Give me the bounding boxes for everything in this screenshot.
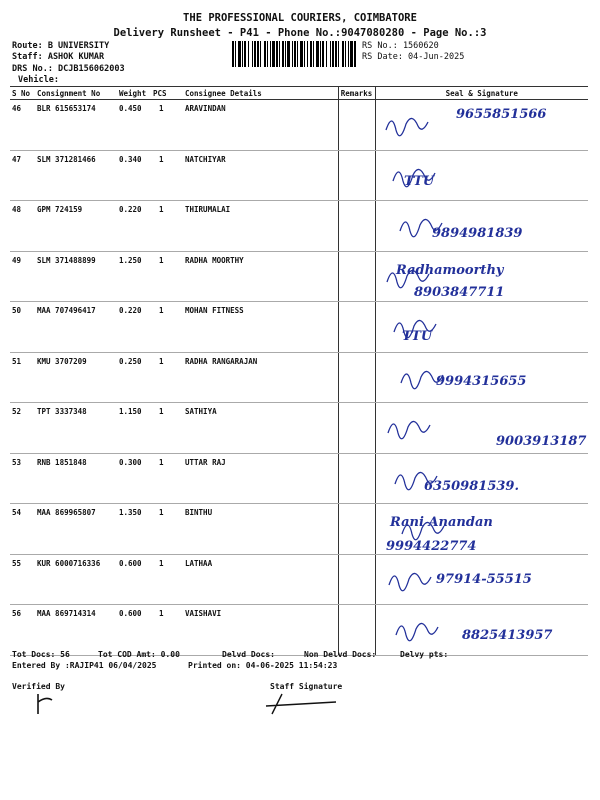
- row-remarks: [338, 453, 375, 504]
- row-remarks: [338, 302, 375, 353]
- staff-label: Staff: ASHOK KUMAR: [12, 52, 105, 62]
- row-consignment-no: SLM 371488899: [35, 251, 117, 302]
- barcode-bar: [232, 41, 234, 67]
- barcode-bar: [332, 41, 334, 67]
- row-consignee: UTTAR RAJ: [183, 453, 338, 504]
- row-pcs: 1: [151, 150, 183, 201]
- row-signature: [375, 605, 588, 656]
- signature-scribble: [389, 573, 431, 590]
- verified-by-signature: [30, 690, 70, 720]
- barcode-bar: [322, 41, 324, 67]
- row-remarks: [338, 605, 375, 656]
- tot-docs: Tot Docs: 56: [12, 650, 70, 659]
- row-weight: 0.250: [117, 352, 151, 403]
- barcode-bar: [287, 41, 290, 67]
- tot-cod-amt: Tot COD Amt: 0.00: [98, 650, 180, 659]
- barcode-bar: [350, 41, 353, 67]
- table-row: [10, 554, 588, 605]
- row-sno: 56: [10, 605, 35, 656]
- handwritten-signature: [376, 504, 586, 554]
- row-sno: 50: [10, 302, 35, 353]
- row-remarks: [338, 352, 375, 403]
- row-sno: 47: [10, 150, 35, 201]
- row-sno: 53: [10, 453, 35, 504]
- barcode-bar: [310, 41, 312, 67]
- row-sno: 51: [10, 352, 35, 403]
- row-signature: [375, 403, 588, 454]
- verified-by-label: Verified By: [12, 682, 65, 691]
- signature-phone: 9894981839: [431, 226, 522, 241]
- delvy-pts: Delvy pts:: [400, 650, 449, 659]
- barcode-bar: [292, 41, 293, 67]
- barcode-bar: [276, 41, 278, 67]
- entered-by: Entered By :RAJIP41 06/04/2025: [12, 661, 157, 670]
- barcode-bar: [342, 41, 344, 67]
- barcode-bar: [248, 41, 249, 67]
- table-row: [10, 403, 588, 454]
- row-pcs: 1: [151, 554, 183, 605]
- row-signature: [375, 453, 588, 504]
- barcode-bar: [257, 41, 259, 67]
- row-sno: 55: [10, 554, 35, 605]
- barcode-bar: [307, 41, 308, 67]
- row-remarks: [338, 554, 375, 605]
- row-consignment-no: MAA 869714314: [35, 605, 117, 656]
- barcode-bar: [335, 41, 337, 67]
- row-consignment-no: KUR 6000716336: [35, 554, 117, 605]
- handwritten-signature: [376, 403, 586, 453]
- barcode-bar: [348, 41, 349, 67]
- vehicle-label: Vehicle:: [18, 75, 59, 85]
- barcode-bar: [260, 41, 261, 67]
- signature-phone: 9994315655: [435, 373, 526, 389]
- row-consignment-no: RNB 1851848: [35, 453, 117, 504]
- signature-scribble: [386, 118, 428, 135]
- row-signature: [375, 352, 588, 403]
- handwritten-signature: [376, 151, 586, 201]
- row-sno: 52: [10, 403, 35, 454]
- row-weight: 0.450: [117, 100, 151, 151]
- runsheet-table: [10, 86, 588, 656]
- row-weight: 1.350: [117, 504, 151, 555]
- row-signature: [375, 251, 588, 302]
- delvd-docs: Delvd Docs:: [222, 650, 275, 659]
- runsheet-subtitle: Delivery Runsheet - P41 - Phone No.:9047080280 - Page No.:3: [113, 27, 487, 39]
- signature-phone: 9655851566: [455, 107, 546, 122]
- col-weight: Weight: [117, 87, 151, 100]
- row-signature: [375, 150, 588, 201]
- table-row: [10, 251, 588, 302]
- row-pcs: 1: [151, 403, 183, 454]
- rs-date: RS Date: 04-Jun-2025: [362, 52, 465, 62]
- row-sno: 46: [10, 100, 35, 151]
- table-row: [10, 150, 588, 201]
- barcode-bar: [242, 41, 243, 67]
- handwritten-signature: [376, 454, 586, 504]
- signature-phone-2: 9994422774: [385, 539, 476, 554]
- col-pcs: PCS: [151, 87, 183, 100]
- row-consignment-no: SLM 371281466: [35, 150, 117, 201]
- row-consignee: RADHA RANGARAJAN: [183, 352, 338, 403]
- signature-phone-2: 8903847711: [413, 284, 504, 300]
- row-weight: 1.250: [117, 251, 151, 302]
- row-remarks: [338, 150, 375, 201]
- row-weight: 0.300: [117, 453, 151, 504]
- row-consignment-no: MAA 869965807: [35, 504, 117, 555]
- col-consignment: Consignment No: [35, 87, 117, 100]
- col-sno: S No: [10, 87, 35, 100]
- staff-signature-label: Staff Signature: [270, 682, 343, 691]
- barcode-bar: [264, 41, 266, 67]
- signature-phone: TTU: [401, 329, 432, 344]
- row-sno: 48: [10, 201, 35, 252]
- row-signature: [375, 554, 588, 605]
- signature-scribble: [396, 623, 438, 640]
- row-consignee: SATHIYA: [183, 403, 338, 454]
- table-row: [10, 100, 588, 151]
- route-label: Route: B UNIVERSITY: [12, 41, 110, 51]
- table-row: [10, 504, 588, 555]
- signature-scribble: [388, 421, 430, 438]
- handwritten-signature: [376, 252, 586, 302]
- row-signature: [375, 201, 588, 252]
- barcode-bar: [345, 41, 346, 67]
- barcode-bar: [297, 41, 298, 67]
- barcode-bar: [235, 41, 236, 67]
- row-consignment-no: MAA 707496417: [35, 302, 117, 353]
- row-weight: 1.150: [117, 403, 151, 454]
- signature-phone: 6350981539.: [423, 478, 519, 494]
- barcode-bar: [294, 41, 296, 67]
- row-signature: [375, 302, 588, 353]
- row-remarks: [338, 504, 375, 555]
- row-consignment-no: GPM 724159: [35, 201, 117, 252]
- table-row: [10, 201, 588, 252]
- barcode: [232, 41, 357, 67]
- handwritten-signature: [376, 555, 586, 605]
- signature-phone: 8825413957: [461, 628, 552, 643]
- handwritten-signature: [376, 100, 586, 150]
- barcode-bar: [338, 41, 339, 67]
- handwritten-signature: [376, 201, 586, 251]
- row-consignee: LATHAA: [183, 554, 338, 605]
- row-sno: 49: [10, 251, 35, 302]
- row-consignee: MOHAN FITNESS: [183, 302, 338, 353]
- row-consignee: RADHA MOORTHY: [183, 251, 338, 302]
- row-signature: [375, 100, 588, 151]
- non-delvd-docs: Non Delvd Docs:: [304, 650, 377, 659]
- signature-phone: 9003913187: [495, 434, 586, 449]
- row-consignee: BINTHU: [183, 504, 338, 555]
- row-pcs: 1: [151, 605, 183, 656]
- handwritten-signature: [376, 605, 586, 655]
- barcode-bar: [252, 41, 253, 67]
- row-consignment-no: TPT 3337348: [35, 403, 117, 454]
- barcode-bar: [238, 41, 241, 67]
- row-pcs: 1: [151, 352, 183, 403]
- row-remarks: [338, 201, 375, 252]
- barcode-bar: [285, 41, 286, 67]
- barcode-bar: [326, 41, 327, 67]
- table-row: [10, 453, 588, 504]
- barcode-bar: [270, 41, 271, 67]
- staff-signature-mark: [262, 690, 342, 720]
- barcode-bar: [330, 41, 331, 67]
- row-signature: [375, 504, 588, 555]
- signature-phone: Rani Anandan: [389, 515, 493, 530]
- row-weight: 0.220: [117, 201, 151, 252]
- row-pcs: 1: [151, 453, 183, 504]
- col-consignee: Consignee Details: [183, 87, 338, 100]
- barcode-bar: [316, 41, 319, 67]
- table-row: [10, 302, 588, 353]
- printed-on: Printed on: 04-06-2025 11:54:23: [188, 661, 338, 670]
- row-weight: 0.600: [117, 605, 151, 656]
- row-pcs: 1: [151, 302, 183, 353]
- barcode-bar: [300, 41, 303, 67]
- barcode-bar: [267, 41, 268, 67]
- row-consignee: ARAVINDAN: [183, 100, 338, 151]
- table-header-row: [10, 87, 588, 100]
- row-pcs: 1: [151, 504, 183, 555]
- col-signature: Seal & Signature: [375, 87, 588, 100]
- row-weight: 0.220: [117, 302, 151, 353]
- handwritten-signature: [376, 302, 586, 352]
- row-pcs: 1: [151, 201, 183, 252]
- barcode-bar: [272, 41, 275, 67]
- row-consignee: THIRUMALAI: [183, 201, 338, 252]
- barcode-bar: [354, 41, 356, 67]
- row-remarks: [338, 403, 375, 454]
- rs-number: RS No.: 1560620: [362, 41, 439, 51]
- row-weight: 0.600: [117, 554, 151, 605]
- row-sno: 54: [10, 504, 35, 555]
- barcode-bar: [282, 41, 284, 67]
- drs-number: DRS No.: DCJB156062003: [12, 64, 125, 74]
- handwritten-signature: [376, 353, 586, 403]
- col-remarks: Remarks: [338, 87, 375, 100]
- row-consignee: NATCHIYAR: [183, 150, 338, 201]
- row-pcs: 1: [151, 251, 183, 302]
- row-consignee: VAISHAVI: [183, 605, 338, 656]
- table-row: [10, 352, 588, 403]
- barcode-bar: [244, 41, 246, 67]
- row-consignment-no: KMU 3707209: [35, 352, 117, 403]
- signature-phone: Radhamoorthy: [395, 262, 503, 278]
- row-remarks: [338, 251, 375, 302]
- row-remarks: [338, 100, 375, 151]
- row-consignment-no: BLR 615653174: [35, 100, 117, 151]
- barcode-bar: [320, 41, 321, 67]
- row-weight: 0.340: [117, 150, 151, 201]
- signature-phone: 97914-55515: [435, 571, 532, 587]
- row-pcs: 1: [151, 100, 183, 151]
- barcode-bar: [313, 41, 314, 67]
- barcode-bar: [254, 41, 256, 67]
- table-row: [10, 605, 588, 656]
- barcode-bar: [279, 41, 280, 67]
- signature-phone: TTU: [403, 173, 434, 189]
- barcode-bar: [304, 41, 305, 67]
- company-name: THE PROFESSIONAL COURIERS, COIMBATORE: [183, 12, 417, 24]
